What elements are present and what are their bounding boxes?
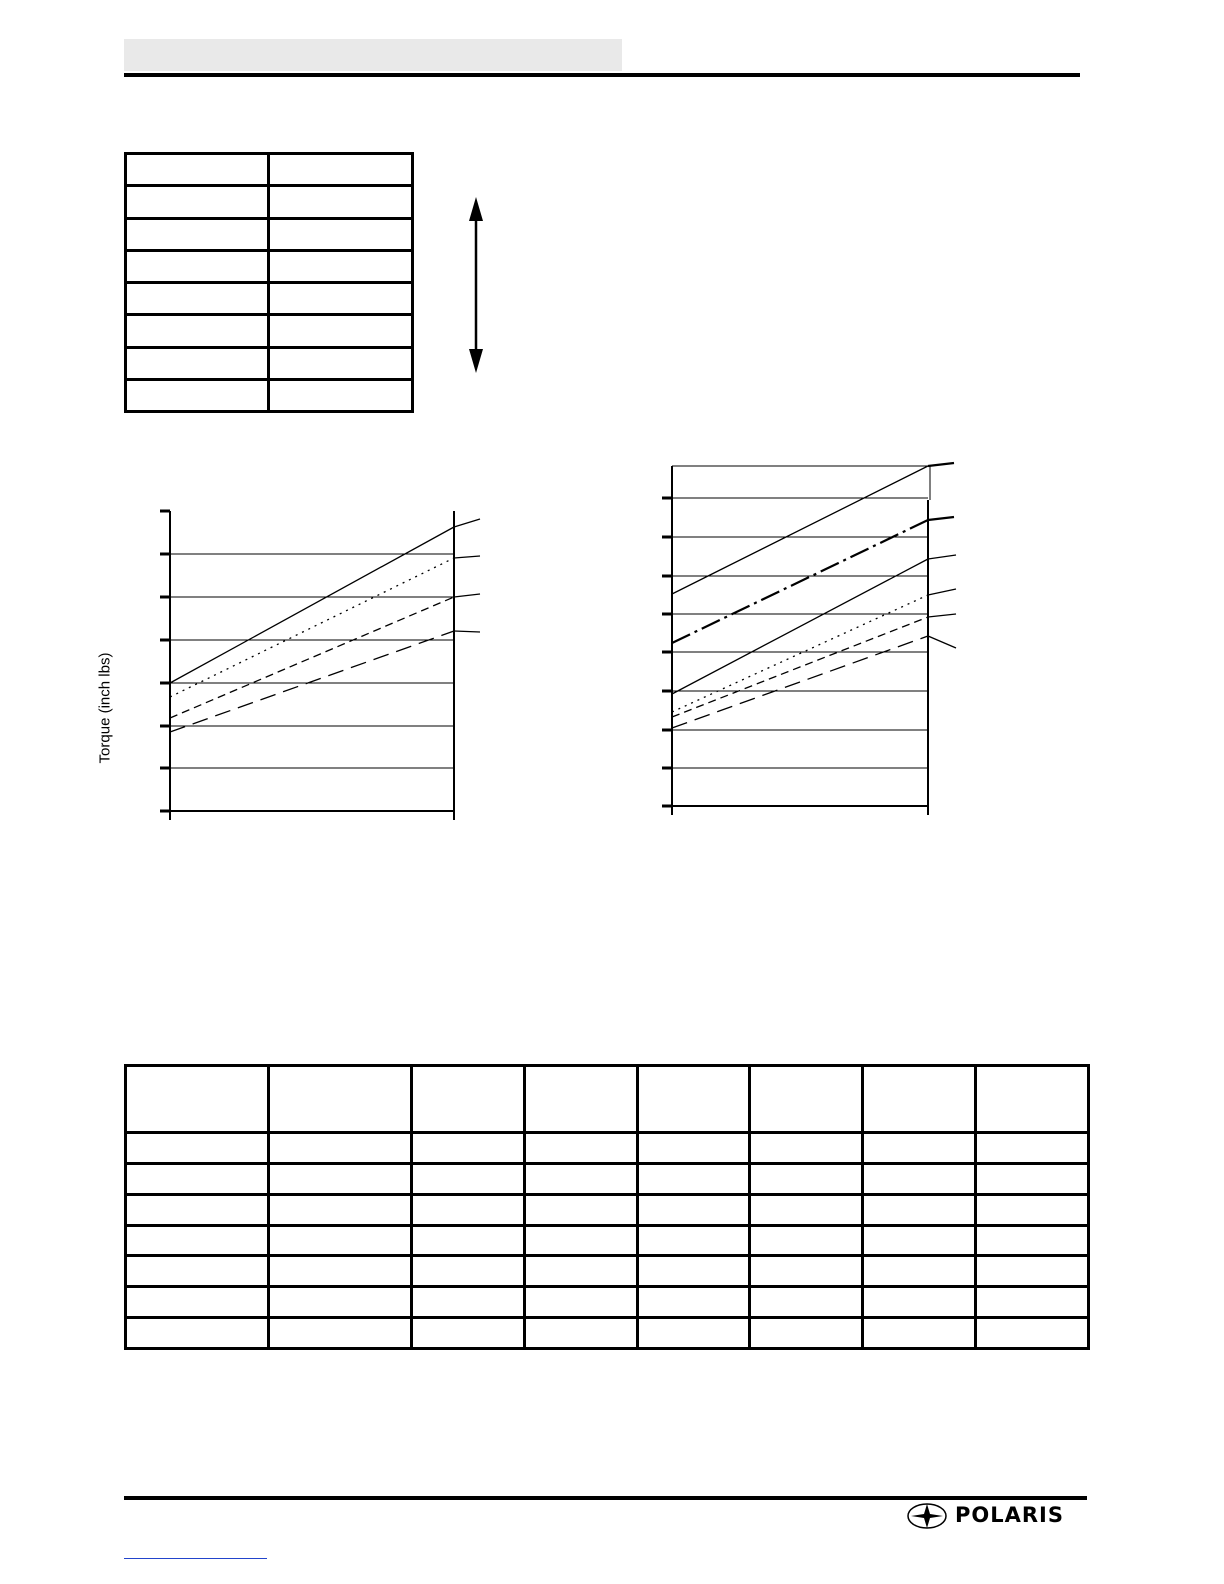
series-line bbox=[170, 597, 454, 718]
table-row bbox=[126, 1194, 1089, 1225]
table-row bbox=[126, 1163, 1089, 1194]
header-title-bar bbox=[124, 39, 622, 71]
table-row bbox=[126, 218, 413, 250]
table-row bbox=[126, 1287, 1089, 1318]
table-row bbox=[126, 250, 413, 282]
series-label-leader bbox=[454, 556, 480, 558]
series-label-leader bbox=[928, 636, 956, 648]
series-label-leader bbox=[928, 517, 954, 520]
footer-link-underline bbox=[124, 1558, 267, 1559]
spec-table bbox=[124, 152, 414, 413]
torque-chart-left bbox=[150, 500, 500, 830]
torque-chart-right bbox=[650, 455, 970, 830]
table-header-row bbox=[126, 1066, 1089, 1133]
series-line bbox=[170, 631, 454, 732]
series-line bbox=[672, 559, 928, 694]
table-row bbox=[126, 283, 413, 315]
table-row bbox=[126, 1318, 1089, 1349]
footer-rule bbox=[124, 1496, 1087, 1500]
y-axis-label: Torque (inch lbs) bbox=[96, 652, 114, 764]
polaris-logo bbox=[905, 1501, 1085, 1531]
table-row bbox=[126, 315, 413, 347]
double-arrow-icon bbox=[460, 195, 492, 375]
header-rule bbox=[124, 73, 1080, 77]
table-row bbox=[126, 1133, 1089, 1164]
series-label-leader bbox=[928, 614, 956, 617]
data-table bbox=[124, 1064, 1090, 1350]
table-row bbox=[126, 379, 413, 411]
series-label-leader bbox=[454, 519, 480, 527]
table-row bbox=[126, 154, 413, 186]
series-label-leader bbox=[928, 555, 956, 559]
star-emblem-icon bbox=[905, 1501, 949, 1531]
table-row bbox=[126, 1225, 1089, 1256]
series-line bbox=[170, 558, 454, 697]
logo-wordmark: POLARIS bbox=[955, 1503, 1064, 1527]
series-line bbox=[672, 617, 928, 717]
series-label-leader bbox=[928, 589, 956, 595]
series-line bbox=[672, 520, 928, 643]
table-row bbox=[126, 1256, 1089, 1287]
series-label-leader bbox=[928, 463, 954, 466]
series-label-leader bbox=[454, 631, 480, 632]
table-row bbox=[126, 186, 413, 218]
series-line bbox=[672, 466, 928, 594]
series-line bbox=[170, 527, 454, 683]
series-line bbox=[672, 636, 928, 728]
series-line bbox=[672, 595, 928, 712]
series-label-leader bbox=[454, 594, 480, 597]
table-row bbox=[126, 347, 413, 379]
